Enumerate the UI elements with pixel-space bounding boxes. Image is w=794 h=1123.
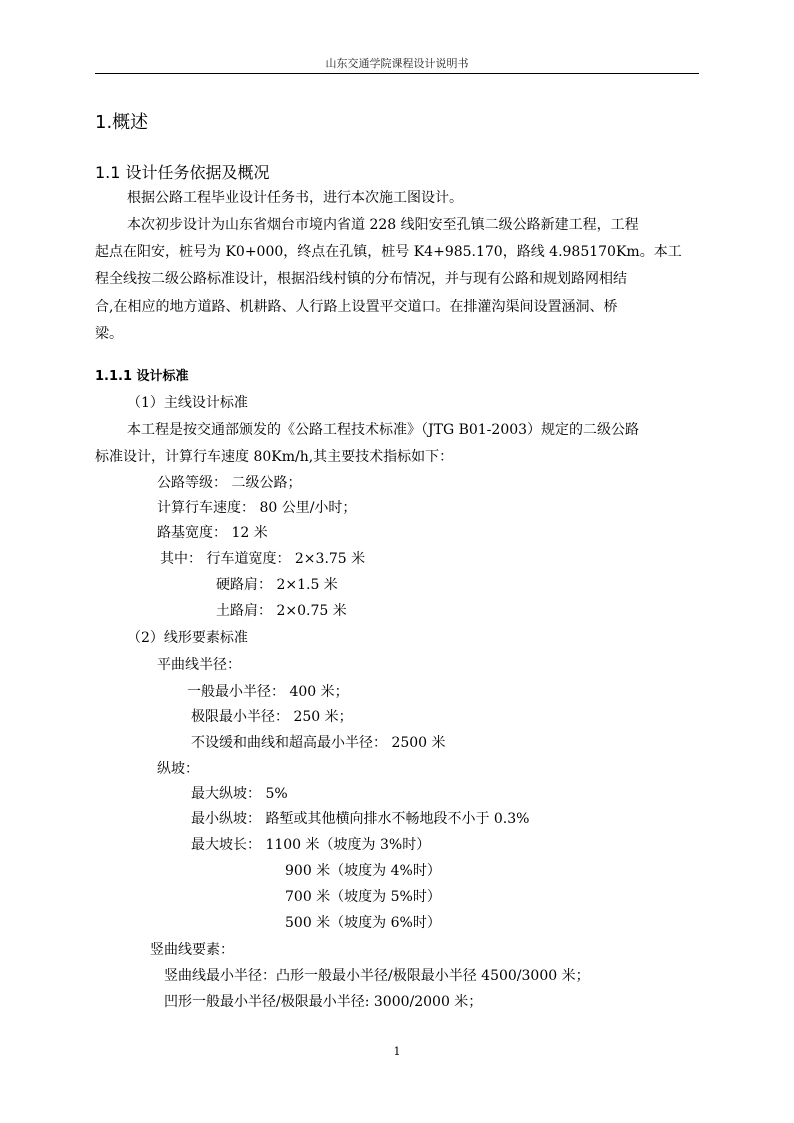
paragraph-2-line: 本次初步设计为山东省烟台市境内省道 228 线阳安至孔镇二级公路新建工程，工程 [127, 217, 639, 233]
spec-hard-shoulder: 硬路肩： 2×1.5 米 [216, 577, 338, 593]
section-title: 1.概述 [95, 112, 149, 133]
item-heading: （1）主线设计标准 [127, 395, 248, 411]
subsection-title: 1.1 设计任务依据及概况 [95, 163, 270, 182]
paragraph-2-line: 起点在阳安，桩号为 K0+000，终点在孔镇，桩号 K4+985.170，路线 4.985170Km。本工 [95, 244, 682, 260]
page-number: 1 [393, 1045, 401, 1058]
spec-design-speed: 计算行车速度： 80 公里/小时； [157, 500, 357, 516]
longitudinal-slope-title: 纵坡： [157, 761, 199, 777]
curve-general-min: 一般最小半径： 400 米； [187, 684, 349, 700]
slope-max-length: 最大坡长： 1100 米（坡度为 3%时） [191, 837, 431, 853]
sub-subsection-title: 1.1.1 设计标准 [95, 369, 189, 384]
slope-max: 最大纵坡： 5% [191, 786, 288, 802]
spec-road-grade: 公路等级： 二级公路； [157, 475, 302, 491]
vertical-curve-concave: 凹形一般最小半径/极限最小半径: 3000/2000 米； [164, 994, 483, 1010]
paragraph-2-line: 合,在相应的地方道路、机耕路、人行路上设置平交道口。在排灌沟渠间设置涵洞、桥 [95, 299, 618, 315]
slope-min: 最小纵坡： 路堑或其他横向排水不畅地段不小于 0.3% [191, 811, 530, 827]
spec-soil-shoulder: 土路肩： 2×0.75 米 [216, 603, 347, 619]
slope-max-length: 700 米（坡度为 5%时） [285, 889, 441, 905]
paragraph-3-line: 标准设计，计算行车速度 80Km/h,其主要技术指标如下： [95, 449, 454, 465]
header-rule [95, 73, 699, 74]
curve-radius-title: 平曲线半径： [157, 657, 241, 673]
paragraph-2-line: 梁。 [95, 326, 123, 342]
spec-lane-width: 其中： 行车道宽度： 2×3.75 米 [160, 551, 366, 567]
paragraph-2-line: 程全线按二级公路标准设计，根据沿线村镇的分布情况，并与现有公路和规划路网相结 [95, 271, 627, 287]
slope-max-length: 900 米（坡度为 4%时） [285, 863, 441, 879]
paragraph-1: 根据公路工程毕业设计任务书，进行本次施工图设计。 [127, 190, 463, 206]
slope-max-length: 500 米（坡度为 6%时） [285, 915, 441, 931]
vertical-curve-convex: 竖曲线最小半径：凸形一般最小半径/极限最小半径 4500/3000 米； [164, 968, 590, 984]
spec-subgrade-width: 路基宽度： 12 米 [157, 525, 268, 541]
curve-no-transition-min: 不设缓和曲线和超高最小半径： 2500 米 [191, 735, 446, 751]
running-header: 山东交通学院课程设计说明书 [325, 57, 469, 70]
vertical-curve-title: 竖曲线要素： [150, 942, 234, 958]
paragraph-3-line: 本工程是按交通部颁发的《公路工程技术标准》（JTG B01-2003）规定的二级公路 [127, 422, 640, 438]
item-heading: （2）线形要素标准 [127, 630, 248, 646]
curve-limit-min: 极限最小半径： 250 米； [191, 709, 353, 725]
